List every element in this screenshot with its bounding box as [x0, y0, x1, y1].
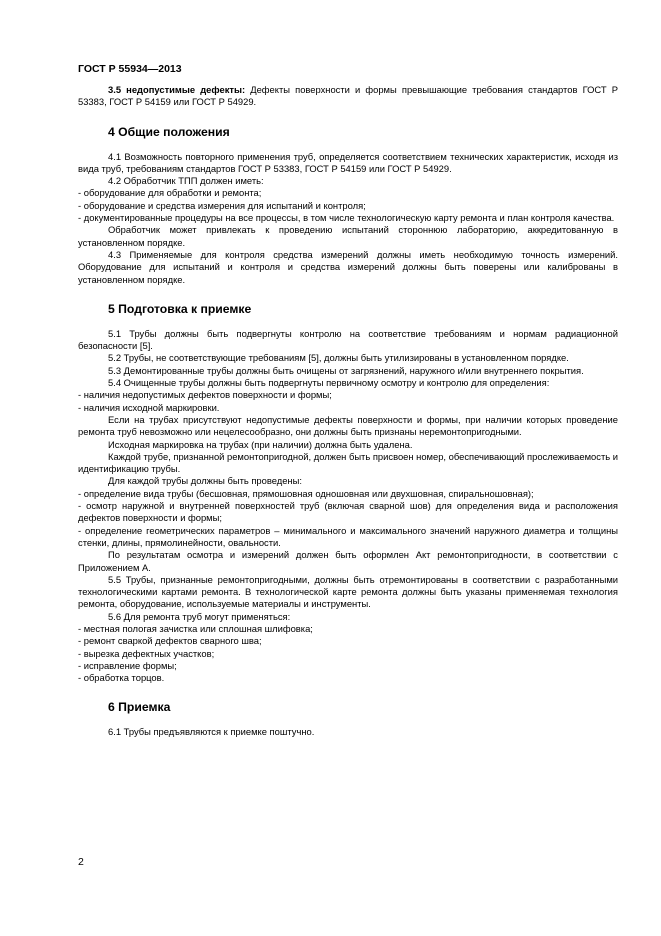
list-item: - наличия исходной маркировки. — [78, 401, 220, 413]
list-item: - определение геометрических параметров – минимального и максимального значений наружного диаметра и толщины стенки, длины, прямолинейности, овальности. — [78, 524, 618, 548]
paragraph: По результатам осмотра и измерений должен быть оформлен Акт ремонтопригодности, в соответствии с Приложением А. — [78, 549, 618, 573]
section-5-title: 5 Подготовка к приемке — [108, 301, 252, 316]
clause-5-2: 5.2 Трубы, не соответствующие требованиям [5], должны быть утилизированы в установленном порядке. — [108, 352, 569, 364]
list-item: - наличия недопустимых дефектов поверхности и формы; — [78, 389, 332, 401]
list-item: - вырезка дефектных участков; — [78, 647, 215, 659]
list-item: - осмотр наружной и внутренней поверхностей труб (включая сварной шов) для определения вида и расположения дефектов поверхности и формы; — [78, 500, 618, 524]
clause-4-3: 4.3 Применяемые для контроля средства измерений должны иметь необходимую точность измерений. Оборудование для испытаний и контроля и средства измерений должны быть поверены или калиброваны в установленном порядке. — [78, 248, 618, 285]
list-item: - исправление формы; — [78, 659, 177, 671]
list-item: - местная пологая зачистка или сплошная шлифовка; — [78, 622, 313, 634]
document-header: ГОСТ Р 55934—2013 — [78, 63, 182, 75]
clause-5-1: 5.1 Трубы должны быть подвергнуты контролю на соответствие требованиям и нормам радиационной безопасности [5]. — [78, 327, 618, 352]
clause-3-5 — [78, 84, 618, 109]
section-6-title: 6 Приемка — [108, 700, 171, 715]
clause-5-3: 5.3 Демонтированные трубы должны быть очищены от загрязнений, наружного и/или внутреннего покрытия. — [108, 364, 584, 376]
clause-5-6: 5.6 Для ремонта труб могут применяться: — [108, 610, 291, 622]
paragraph: Для каждой трубы должны быть проведены: — [108, 475, 302, 487]
list-item: - обработка торцов. — [78, 672, 165, 684]
clause-4-2: 4.2 Обработчик ТПП должен иметь: — [108, 175, 264, 187]
paragraph: Исходная маркировка на трубах (при наличии) должна быть удалена. — [108, 438, 413, 450]
list-item: - оборудование для обработки и ремонта; — [78, 187, 262, 199]
clause-5-4: 5.4 Очищенные трубы должны быть подвергнуты первичному осмотру и контролю для определения: — [108, 377, 550, 389]
section-4-title: 4 Общие положения — [108, 124, 230, 139]
paragraph: Если на трубах присутствуют недопустимые дефекты поверхности и формы, при наличии которых проведение ремонта труб невозможно или нецелесообразно, они должны быть признаны неремонтопригодными. — [78, 413, 618, 438]
list-item: - определение вида трубы (бесшовная, прямошовная одношовная или двухшовная, спиральношовная); — [78, 487, 534, 499]
clause-5-5: 5.5 Трубы, признанные ремонтопригодными, должны быть отремонтированы в соответствии с разработанными технологическими картами ремонта. В технологической карте ремонта должны быть указаны применяемая технология ремонта, оборудование, используемые материалы и инструменты. — [78, 573, 618, 610]
list-item: - ремонт сваркой дефектов сварного шва; — [78, 635, 262, 647]
term-label: 3.5 недопустимые дефекты: — [108, 84, 246, 95]
clause-4-2-note: Обработчик может привлекать к проведению испытаний стороннюю лабораторию, аккредитованную в установленном порядке. — [78, 224, 618, 248]
page-number: 2 — [78, 856, 84, 868]
list-item: - оборудование и средства измерения для испытаний и контроля; — [78, 199, 366, 211]
paragraph: Каждой трубе, признанной ремонтопригодной, должен быть присвоен номер, обеспечивающий прослеживаемость и идентификацию трубы. — [78, 450, 618, 475]
clause-4-1: 4.1 Возможность повторного применения труб, определяется соответствием технических характеристик, исходя из вида труб, требованиям стандартов ГОСТ Р 53383, ГОСТ Р 54159 или ГОСТ Р 54929. — [78, 150, 618, 174]
term-definition: Дефекты поверхности и формы превышающие требования стандартов ГОСТ Р 53383, ГОСТ Р 54159 или ГОСТ Р 54929. — [78, 84, 618, 108]
list-item: - документированные процедуры на все процессы, в том числе технологическую карту ремонта и план контроля качества. — [78, 212, 615, 224]
page-body — [78, 84, 618, 739]
clause-6-1: 6.1 Трубы предъявляются к приемке поштучно. — [108, 726, 315, 738]
